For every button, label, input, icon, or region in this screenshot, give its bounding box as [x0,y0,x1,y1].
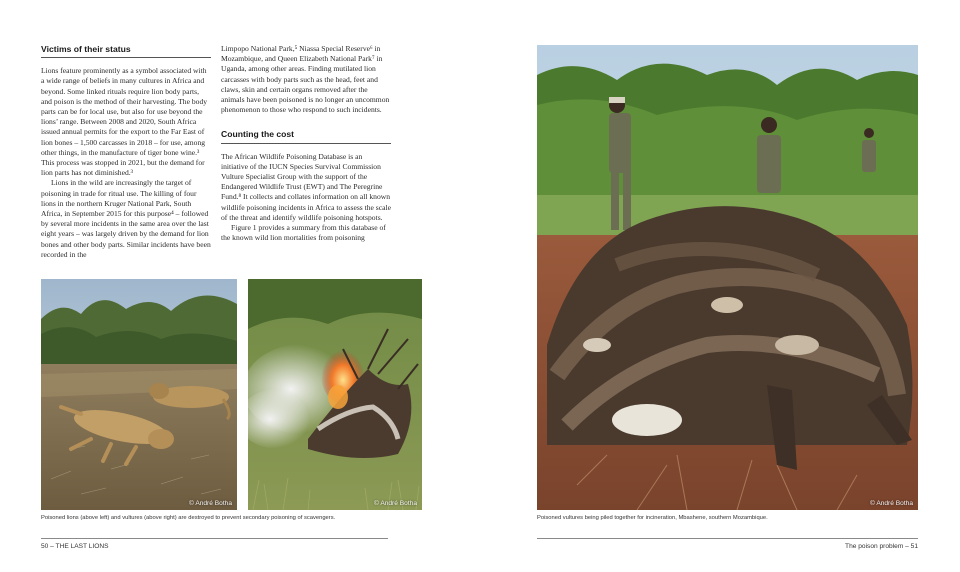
right-photo-caption: Poisoned vultures being piled together for incineration, Mbashene, southern Mozambique. [537,515,768,521]
body-paragraph: Figure 1 provides a summary from this database of the known wild lion mortalities from poisoning [221,223,386,243]
photo-credit: © André Botha [374,500,417,507]
left-folio: 50 – THE LAST LIONS [41,543,109,550]
text-column-2 [221,44,391,243]
photo-vulture-pile [537,45,918,510]
poisoned-lions-image [41,279,237,510]
body-paragraph: The African Wildlife Poisoning Database is an initiative of the IUCN Species Survival Commission Vulture Specialist Group with the support of the Endangered Wildlife Trust (EWT) and The Peregrine Fund.⁸ It collects and collates information on all known wildlife poisoning incidents in Africa to assess the scale of the threat and identify wildlife poisoning hotspots. [221,151,391,222]
photo-credit: © André Botha [189,500,232,507]
section-heading-victims: Victims of their status [41,44,211,58]
body-paragraph: Lions in the wild are increasingly the target of poisoning in trade for ritual use. The killing of four lions in the northern Kruger National Park, South Africa, in September 2015 for this purpose⁴ – followed by several more incidents in the same area over the last eight years – was largely driven by the demand for lion bones and other body parts. Similar incidents have been recorded in the [41,178,211,259]
photo-burning-vultures [248,279,422,510]
text-column-1 [41,44,211,260]
right-folio: The poison problem – 51 [845,543,918,550]
photo-poisoned-lions [41,279,237,510]
burning-pile-image [248,279,422,510]
photo-credit: © André Botha [870,500,913,507]
section-heading-counting: Counting the cost [221,129,391,143]
left-footer-rule [41,538,388,539]
body-paragraph: Limpopo National Park,⁵ Niassa Special Reserve⁶ in Mozambique, and Queen Elizabeth National Park⁷ in Uganda, among other areas. Finding mutilated lion carcasses with body parts such as the head, feet and claws, skin and certain organs removed after the animals have been poisoned is no longer an uncommon phenomenon to those who respond to such incidents. [221,44,390,115]
left-photo-caption: Poisoned lions (above left) and vultures (above right) are destroyed to prevent secondary poisoning of scavengers. [41,515,336,521]
body-paragraph: Lions feature prominently as a symbol associated with a wide range of beliefs in many cultures in Africa and beyond. Some linked rituals require lion body parts, and poison is the method of their harvesting. The body parts can be for local use, but also for use beyond the lions’ range. Between 2008 and 2020, South Africa issued annual permits for the export to the Far East of lion bones – 1,500 carcasses in 2018 – for use, among other things, in the manufacture of tiger bone wine.³ This process was stopped in 2021, but the demand for lion parts has not diminished.³ [41,66,208,178]
right-footer-rule [537,538,918,539]
vulture-pile-image [537,45,918,510]
